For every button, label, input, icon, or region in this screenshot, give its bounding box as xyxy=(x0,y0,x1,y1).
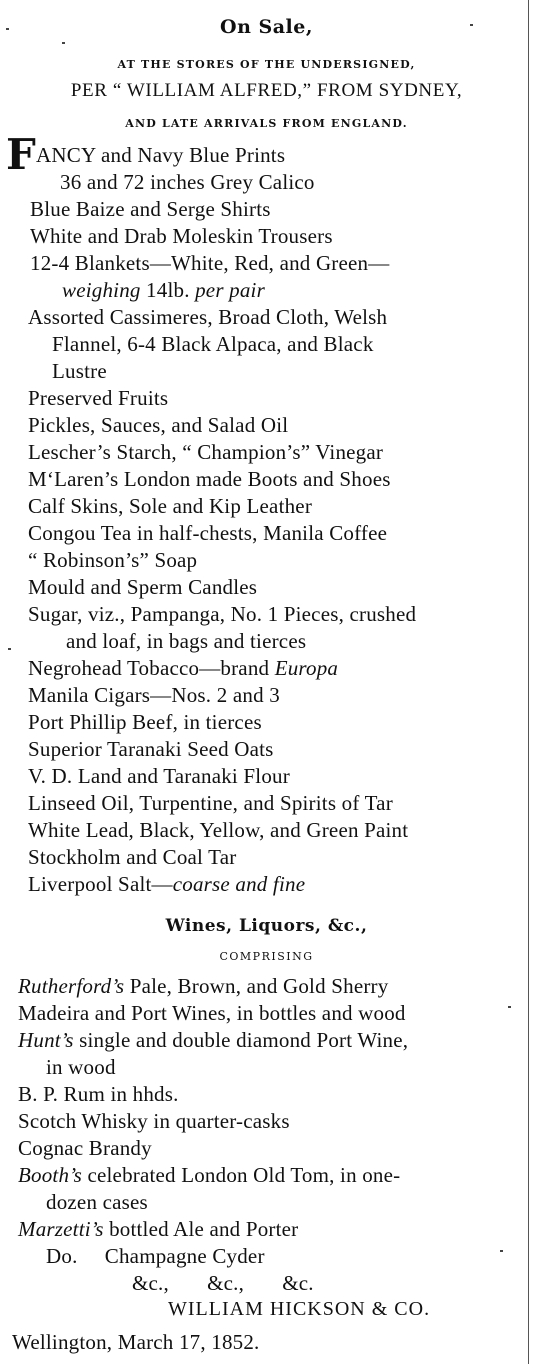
dateline: Wellington, March 17, 1852. xyxy=(12,1330,260,1354)
goods-item-linseed: Linseed Oil, Turpentine, and Spirits of Tar xyxy=(28,791,393,815)
blankets-per-pair: per pair xyxy=(195,278,265,302)
column-rule xyxy=(528,0,529,1364)
wine-item-whisky: Scotch Whisky in quarter-casks xyxy=(18,1109,290,1133)
print-speck xyxy=(6,28,9,30)
print-speck xyxy=(62,42,65,44)
wine-item-hunt xyxy=(18,1028,408,1053)
wine-item-booth xyxy=(18,1163,400,1188)
goods-item-cassimeres-cont: Flannel, 6-4 Black Alpaca, and Black xyxy=(52,332,374,356)
goods-item-oats: Superior Taranaki Seed Oats xyxy=(28,737,274,761)
goods-item-tobacco xyxy=(28,656,338,681)
drop-capital: F xyxy=(6,130,36,179)
booth-text: celebrated London Old Tom, in one- xyxy=(82,1163,401,1187)
salt-grades: coarse and fine xyxy=(172,872,306,896)
wine-item-madeira: Madeira and Port Wines, in bottles and wood xyxy=(18,1001,406,1025)
wine-item-marzetti xyxy=(18,1217,298,1242)
tobacco-text: Negrohead Tobacco—brand xyxy=(28,656,275,680)
goods-item-prints: ANCY and Navy Blue Prints xyxy=(36,143,286,167)
stores-line: AT THE STORES OF THE UNDERSIGNED, xyxy=(117,58,416,71)
wines-heading: Wines, Liquors, &c., xyxy=(165,916,368,936)
arrivals-line: AND LATE ARRIVALS FROM ENGLAND. xyxy=(125,117,408,130)
marzetti-brand: Marzetti’s xyxy=(18,1217,104,1241)
heading: On Sale, xyxy=(220,16,313,38)
sherry-brand: Rutherford’s xyxy=(18,974,125,998)
goods-item-boots: M‘Laren’s London made Boots and Shoes xyxy=(28,467,391,491)
goods-item-tar: Stockholm and Coal Tar xyxy=(28,845,237,869)
goods-item-salt xyxy=(28,872,305,897)
comprising-label: COMPRISING xyxy=(219,950,314,963)
goods-item-moleskin: White and Drab Moleskin Trousers xyxy=(30,224,333,248)
wine-item-booth-cont: dozen cases xyxy=(46,1190,148,1214)
ship-line: PER “ WILLIAM ALFRED,” FROM SYDNEY, xyxy=(70,80,463,101)
sherry-text: Pale, Brown, and Gold Sherry xyxy=(124,974,389,998)
goods-item-blankets: 12-4 Blankets—White, Red, and Green— xyxy=(30,251,390,275)
goods-item-blankets-cont xyxy=(62,278,265,303)
goods-item-beef: Port Phillip Beef, in tierces xyxy=(28,710,262,734)
print-speck xyxy=(508,1006,511,1008)
goods-item-paint: White Lead, Black, Yellow, and Green Paint xyxy=(28,818,409,842)
goods-item-sugar-cont: and loaf, in bags and tierces xyxy=(66,629,307,653)
wine-item-cyder: Do. Champagne Cyder xyxy=(46,1244,265,1268)
blankets-weighing: weighing xyxy=(62,278,141,302)
wine-item-brandy: Cognac Brandy xyxy=(18,1136,152,1160)
goods-item-cassimeres: Assorted Cassimeres, Broad Cloth, Welsh xyxy=(28,305,388,329)
goods-item-calico: 36 and 72 inches Grey Calico xyxy=(60,170,315,194)
wine-item-hunt-cont: in wood xyxy=(46,1055,116,1079)
wine-item-sherry xyxy=(18,974,388,999)
wine-item-rum: B. P. Rum in hhds. xyxy=(18,1082,179,1106)
goods-item-fruits: Preserved Fruits xyxy=(28,386,169,410)
hunt-brand: Hunt’s xyxy=(18,1028,74,1052)
firm-name: WILLIAM HICKSON & CO. xyxy=(168,1298,431,1320)
etc-line: &c., &c., &c. xyxy=(132,1271,314,1295)
goods-item-leather: Calf Skins, Sole and Kip Leather xyxy=(28,494,313,518)
salt-text: Liverpool Salt— xyxy=(28,872,173,896)
goods-item-cigars: Manila Cigars—Nos. 2 and 3 xyxy=(28,683,280,707)
goods-item-starch: Lescher’s Starch, “ Champion’s” Vinegar xyxy=(28,440,384,464)
goods-item-tea: Congou Tea in half-chests, Manila Coffee xyxy=(28,521,388,545)
goods-item-baize: Blue Baize and Serge Shirts xyxy=(30,197,271,221)
blankets-weight: 14lb. xyxy=(140,278,196,302)
hunt-text: single and double diamond Port Wine, xyxy=(73,1028,409,1052)
marzetti-text: bottled Ale and Porter xyxy=(103,1217,299,1241)
goods-item-flour: V. D. Land and Taranaki Flour xyxy=(28,764,290,788)
print-speck xyxy=(8,648,11,650)
booth-brand: Booth’s xyxy=(18,1163,83,1187)
goods-item-sugar: Sugar, viz., Pampanga, No. 1 Pieces, crushed xyxy=(28,602,417,626)
goods-item-soap: “ Robinson’s” Soap xyxy=(28,548,198,572)
goods-item-pickles: Pickles, Sauces, and Salad Oil xyxy=(28,413,289,437)
tobacco-brand: Europa xyxy=(274,656,339,680)
print-speck xyxy=(500,1250,503,1252)
goods-item-candles: Mould and Sperm Candles xyxy=(28,575,258,599)
goods-item-cassimeres-cont2: Lustre xyxy=(52,359,107,383)
print-speck xyxy=(470,24,473,26)
